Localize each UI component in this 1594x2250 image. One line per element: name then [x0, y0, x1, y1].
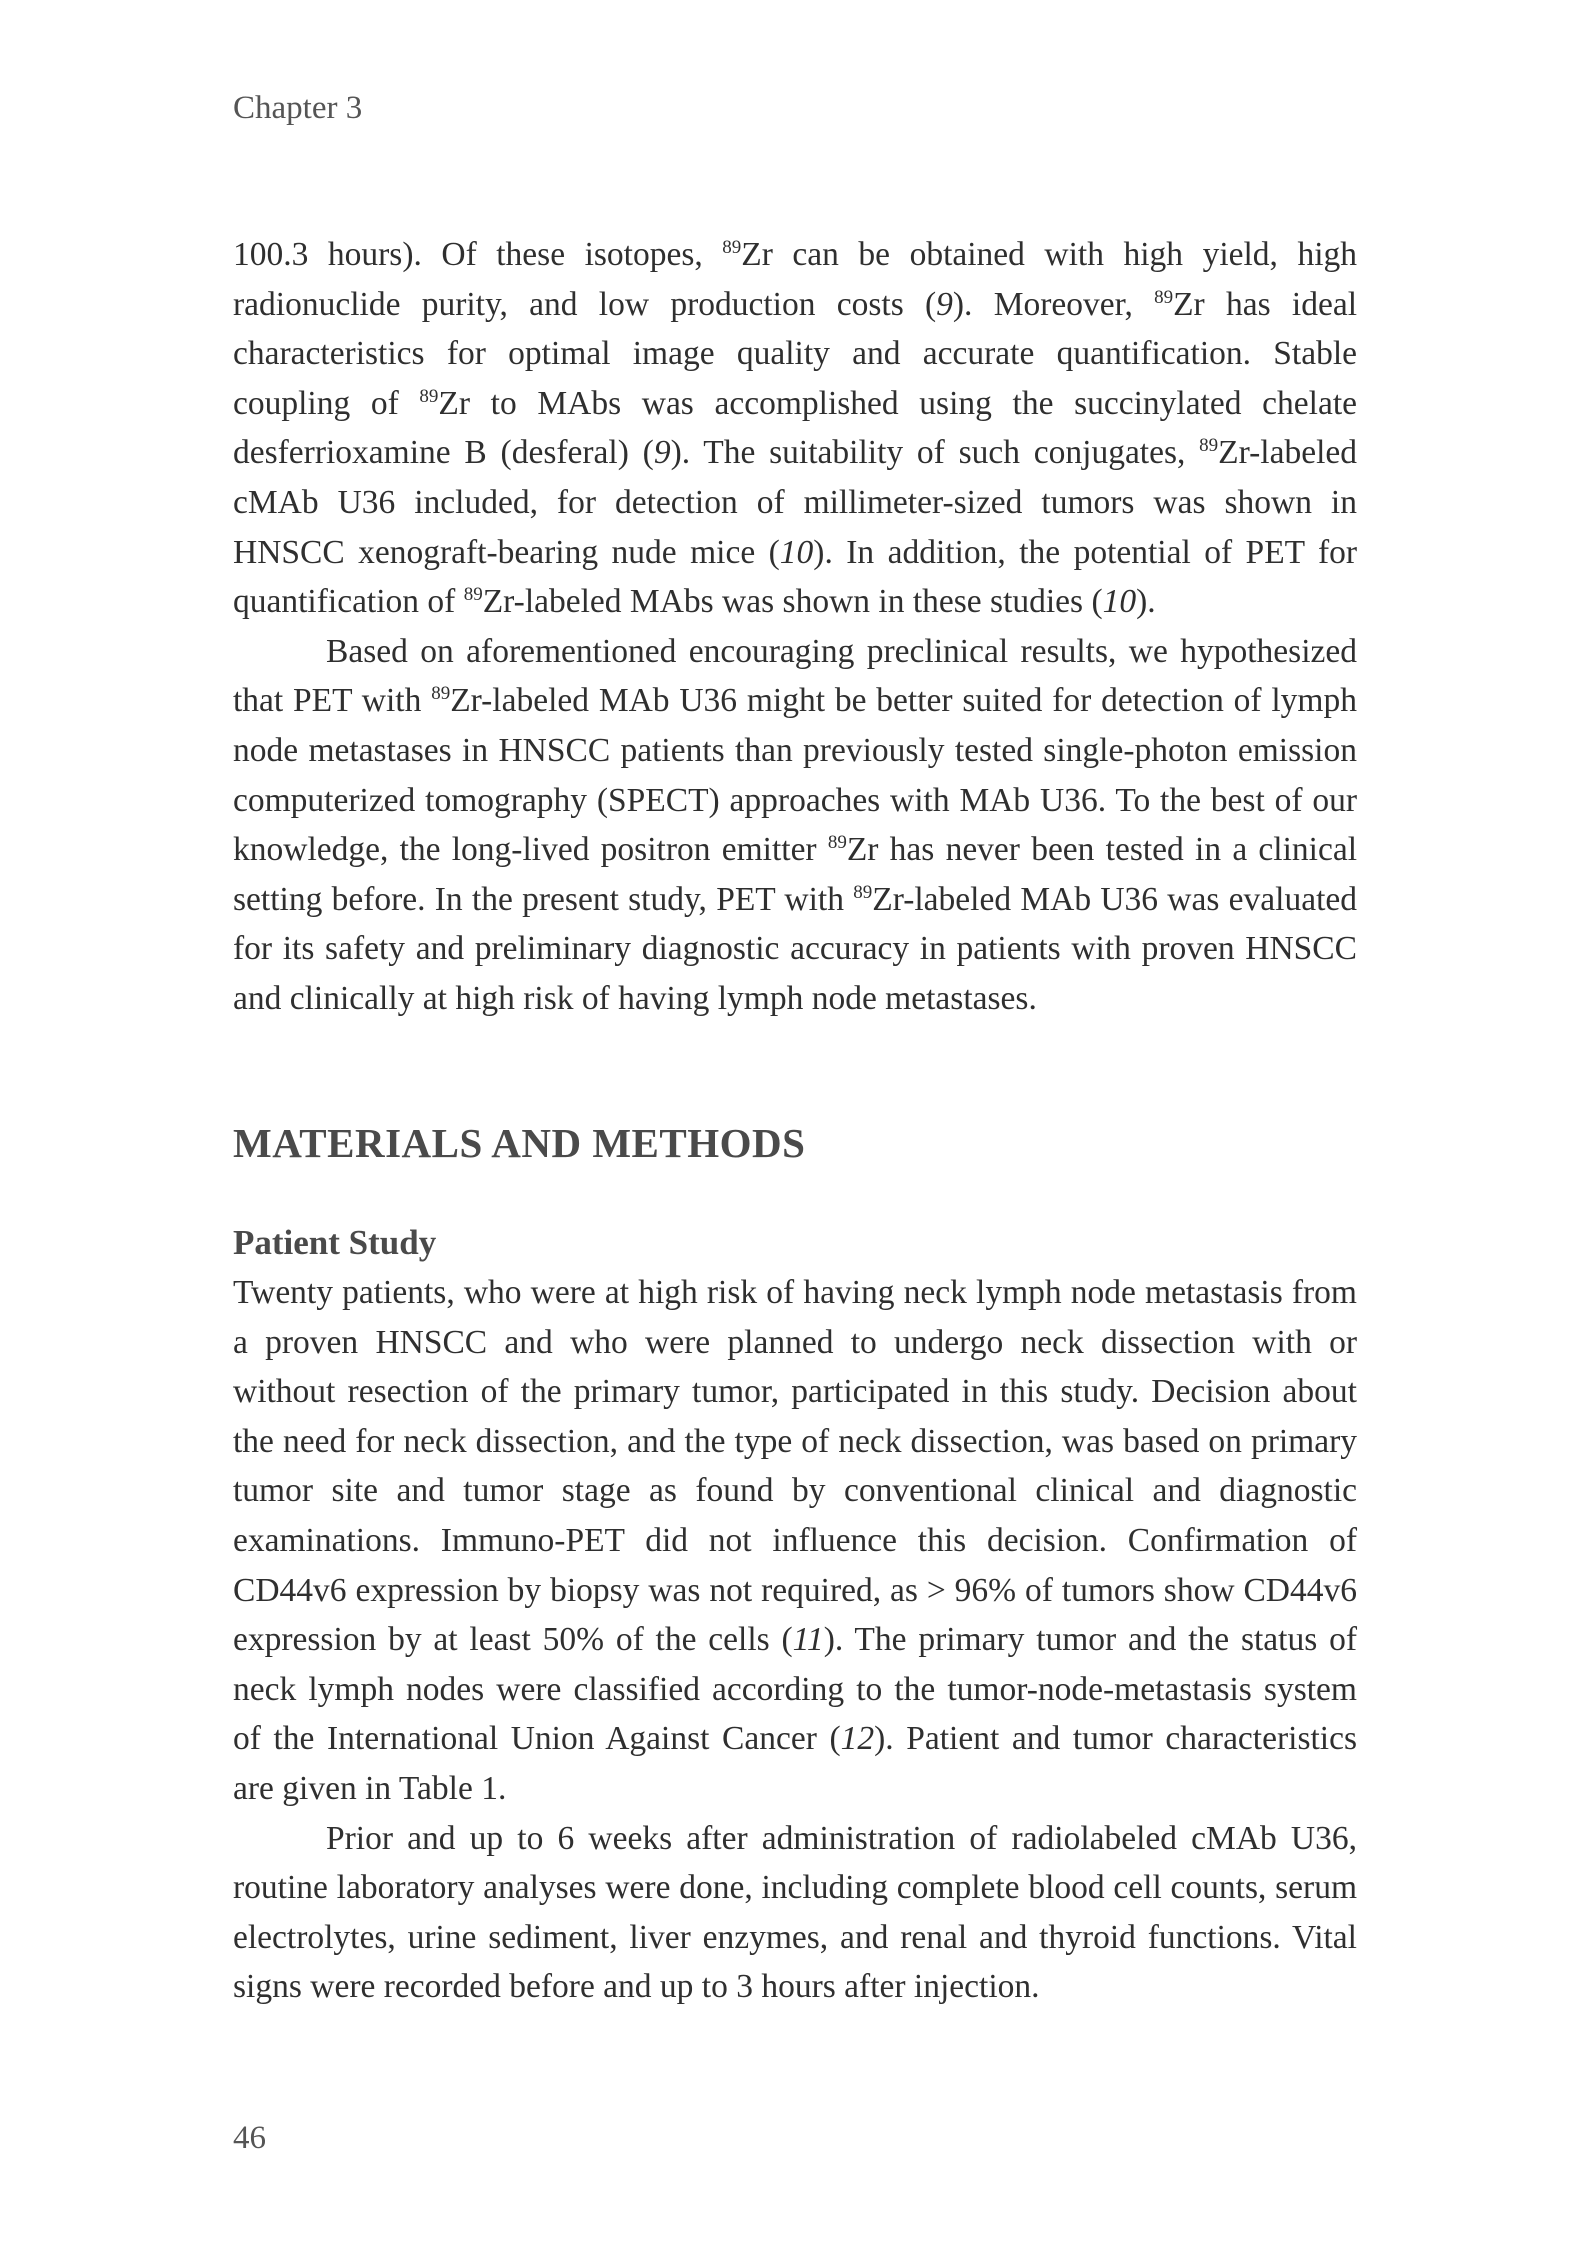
text-run: Zr can be obtained with high yield, high radionuclide purity, and low production costs ( [233, 236, 1358, 323]
paragraph [233, 1268, 1357, 1814]
isotope-superscript: 89 [1154, 286, 1174, 308]
reference-number: 9 [936, 285, 953, 323]
reference-number: 10 [779, 533, 814, 571]
text-run: Zr-labeled MAbs was shown in these studies ( [482, 583, 1103, 621]
isotope-superscript: 89 [853, 881, 873, 903]
text-run: ). Patient and tumor characteristics are given in Table 1. [233, 1720, 1358, 1807]
reference-number: 9 [653, 434, 671, 472]
text-run: Prior and up to 6 weeks after administration of radiolabeled cMAb U36, routine laboratory analyses were done, including complete blood cell counts, serum electrolytes, urine sediment, liver enzymes, and renal and thyroid functions. Vital signs were recorded before and up to 3 hours after injection. [233, 1819, 1357, 2006]
paragraph [233, 627, 1357, 1024]
text-run: ). The primary tumor and the status of neck lymph nodes were classified according to the tumor-node-metastasis system of the International Union Against Cancer ( [233, 1621, 1357, 1758]
isotope-superscript: 89 [419, 385, 439, 407]
patient-study-section [233, 1218, 1357, 2012]
text-run: 100.3 hours). Of these isotopes, [233, 236, 723, 273]
text-run: Zr-labeled cMAb U36 included, for detection of millimeter-sized tumors was shown in HNSCC xenograft-bearing nude mice ( [233, 434, 1357, 571]
paragraph [233, 230, 1357, 627]
isotope-superscript: 89 [431, 683, 451, 705]
isotope-superscript: 89 [827, 832, 847, 854]
section-heading: MATERIALS AND METHODS [233, 1120, 806, 1166]
text-run: Zr to MAbs was accomplished using the succinylated chelate desferrioxamine B (desferal) ( [233, 384, 1357, 472]
text-run: Zr-labeled MAb U36 was evaluated for its safety and preliminary diagnostic accuracy in patients with proven HNSCC and clinically at high risk of having lymph node metastases. [233, 880, 1357, 1017]
text-run: Zr-labeled MAb U36 might be better suited for detection of lymph node metastases in HNSCC patients than previously tested single-photon emission computerized tomography (SPECT) approaches with MAb U36. To the best of our knowledge, the long-lived positron emitter [233, 682, 1357, 869]
text-run: Twenty patients, who were at high risk of having neck lymph node metastasis from a proven HNSCC and who were planned to undergo neck dissection with or without resection of the primary tumor, participated in this study. Decision about the need for neck dissection, and the type of neck dissection, was based on primary tumor site and tumor stage as found by conventional clinical and diagnostic examinations. Immuno-PET did not influence this decision. Confirmation of CD44v6 expression by biopsy was not required, as > 96% of tumors show CD44v6 expression by at least 50% of the cells ( [233, 1274, 1357, 1659]
subsection-heading: Patient Study [233, 1223, 437, 1262]
introduction-continued [233, 230, 1357, 1024]
paragraph [233, 1814, 1357, 2012]
isotope-superscript: 89 [1199, 435, 1219, 457]
text-run: ). Moreover, [952, 285, 1155, 323]
page-number: 46 [233, 2120, 266, 2156]
reference-number: 10 [1102, 583, 1137, 621]
isotope-superscript: 89 [722, 237, 742, 258]
text-run: ). [1136, 583, 1156, 621]
text-run: Zr has never been tested in a clinical setting before. In the present study, PET with [233, 831, 1357, 918]
text-run: ). The suitability of such conjugates, [670, 434, 1200, 472]
text-run: ). In addition, the potential of PET for quantification of [233, 533, 1358, 621]
text-run: Zr has ideal characteristics for optimal image quality and accurate quantification. Stable coupling of [233, 285, 1357, 422]
isotope-superscript: 89 [463, 584, 483, 606]
text-run: Based on aforementioned encouraging preclinical results, we hypothesized that PET with [233, 632, 1357, 720]
reference-number: 12 [840, 1720, 875, 1758]
running-head: Chapter 3 [233, 90, 363, 126]
reference-number: 11 [792, 1621, 824, 1659]
